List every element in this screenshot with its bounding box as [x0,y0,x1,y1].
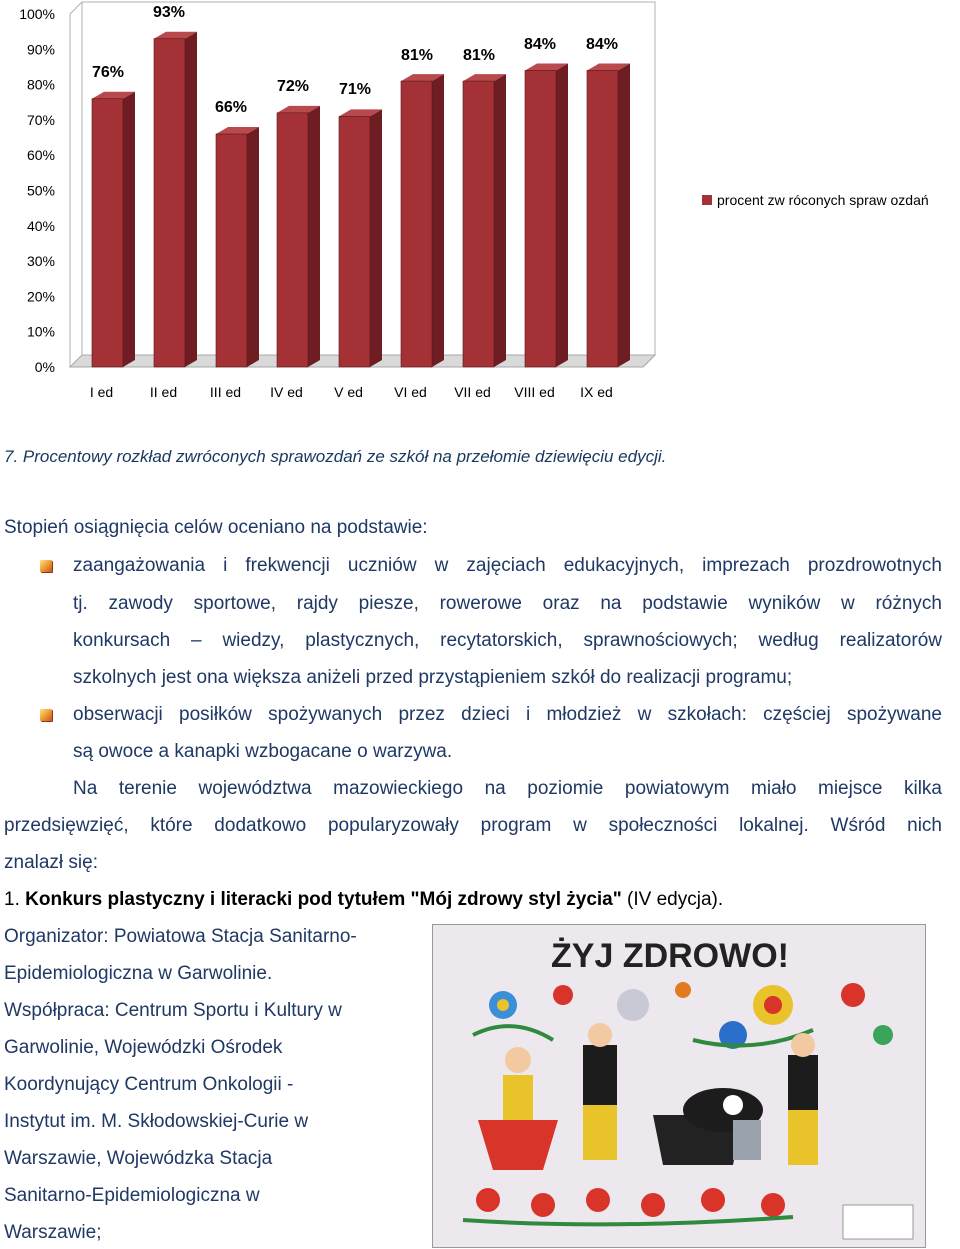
x-tick-label: VIII ed [514,384,555,400]
bullet2-line2: są owoce a kanapki wzbogacane o warzywa. [73,741,453,762]
chart-caption: 7. Procentowy rozkład zwróconych sprawozdań ze szkół na przełomie dziewięciu edycji. [4,447,667,466]
bar [463,81,494,367]
bullet-icon [40,560,52,572]
bar [154,39,185,367]
x-tick-label: II ed [149,384,178,400]
para-line2: przedsięwzięć, które dodatkowo popularyzowały program w społeczności lokalnej. Wśród nich [4,815,942,836]
data-label: 81% [400,47,434,64]
bar-side [185,32,197,367]
data-label: 84% [523,36,557,53]
data-label: 66% [214,99,248,116]
bar-side [123,92,135,367]
intro-text: Stopień osiągnięcia celów oceniano na podstawie: [4,517,428,538]
bar-side [494,74,506,367]
bar [339,116,370,367]
bar-side [618,63,630,367]
item-edition: (IV edycja). [627,889,724,910]
data-label: 93% [152,4,186,21]
bullet2-line1: obserwacji posiłków spożywanych przez dzieci i młodzież w szkołach: częściej spożywane [73,704,942,725]
organizer-line: Warszawie, Wojewódzka Stacja [4,1148,273,1169]
bullet-icon [40,709,52,721]
x-tick-label: VII ed [454,384,491,400]
organizer-line: Epidemiologiczna w Garwolinie. [4,963,273,984]
para-line1: Na terenie województwa mazowieckiego na poziomie powiatowym miało miejsce kilka [73,778,942,799]
x-tick-label: VI ed [394,384,427,400]
chart-legend [702,192,929,208]
organizer-line: Koordynujący Centrum Onkologii - [4,1074,294,1095]
x-tick-label: IV ed [270,384,303,400]
data-label: 76% [91,64,125,81]
y-tick-label: 90% [26,41,55,58]
y-tick-label: 50% [26,182,55,199]
bullet1-line1: zaangażowania i frekwencji uczniów w zajęciach edukacyjnych, imprezach prozdrowotnych [73,555,942,576]
bar [587,70,618,367]
x-tick-label: I ed [89,384,114,400]
bar-side [308,106,320,367]
item-heading [4,889,723,911]
organizer-line: Garwolinie, Wojewódzki Ośrodek [4,1037,283,1058]
y-tick-label: 100% [19,6,55,22]
bar [277,113,308,367]
y-tick-label: 80% [26,76,55,93]
item-number: 1. [4,889,20,910]
legend-label: procent zw róconych spraw ozdań [717,192,929,208]
poster-photo [432,924,926,1248]
bar-chart [0,0,960,420]
y-tick-label: 0% [34,359,55,375]
bullet1-line3: konkursach – wiedzy, plastycznych, recytatorskich, sprawnościowych; według realizatorów [73,630,942,651]
data-label: 84% [585,36,619,53]
organizer-line: Warszawie; [4,1222,102,1243]
bar-side [556,63,568,367]
y-tick-label: 70% [26,111,55,128]
data-label: 81% [462,47,496,64]
y-tick-label: 60% [26,147,55,164]
y-tick-label: 40% [26,217,55,234]
x-tick-label: IX ed [580,384,613,400]
y-tick-label: 10% [26,323,55,340]
bar [525,70,556,367]
poster-title: ŻYJ ZDROWO! [551,937,789,975]
y-tick-label: 20% [26,288,55,305]
x-tick-label: V ed [334,384,363,400]
bar-side [432,74,444,367]
poster-illustration [433,925,925,1247]
data-label: 72% [276,78,310,95]
bullet1-line4: szkolnych jest ona większa aniżeli przed przystąpieniem szkół do realizacji programu; [73,667,793,688]
organizer-line: Sanitarno-Epidemiologiczna w [4,1185,260,1206]
bar [401,81,432,367]
bar [216,134,247,367]
organizer-line: Instytut im. M. Skłodowskiej-Curie w [4,1111,309,1132]
bullet1-line2: tj. zawody sportowe, rajdy piesze, rowerowe oraz na podstawie wyników w różnych [73,593,942,614]
bar-side [247,127,259,367]
item-title: Konkurs plastyczny i literacki pod tytułem "Mój zdrowy styl życia" [25,889,622,910]
data-label: 71% [338,81,372,98]
legend-swatch [702,195,712,205]
x-tick-label: III ed [209,384,242,400]
y-tick-label: 30% [26,253,55,270]
para-line3: znalazł się: [4,852,98,873]
organizer-line: Organizator: Powiatowa Stacja Sanitarno- [4,926,357,947]
bar-side [370,109,382,367]
organizer-line: Współpraca: Centrum Sportu i Kultury w [4,1000,342,1021]
x-axis-ticks [90,384,613,400]
y-axis-ticks [19,6,55,375]
bar [92,99,123,367]
